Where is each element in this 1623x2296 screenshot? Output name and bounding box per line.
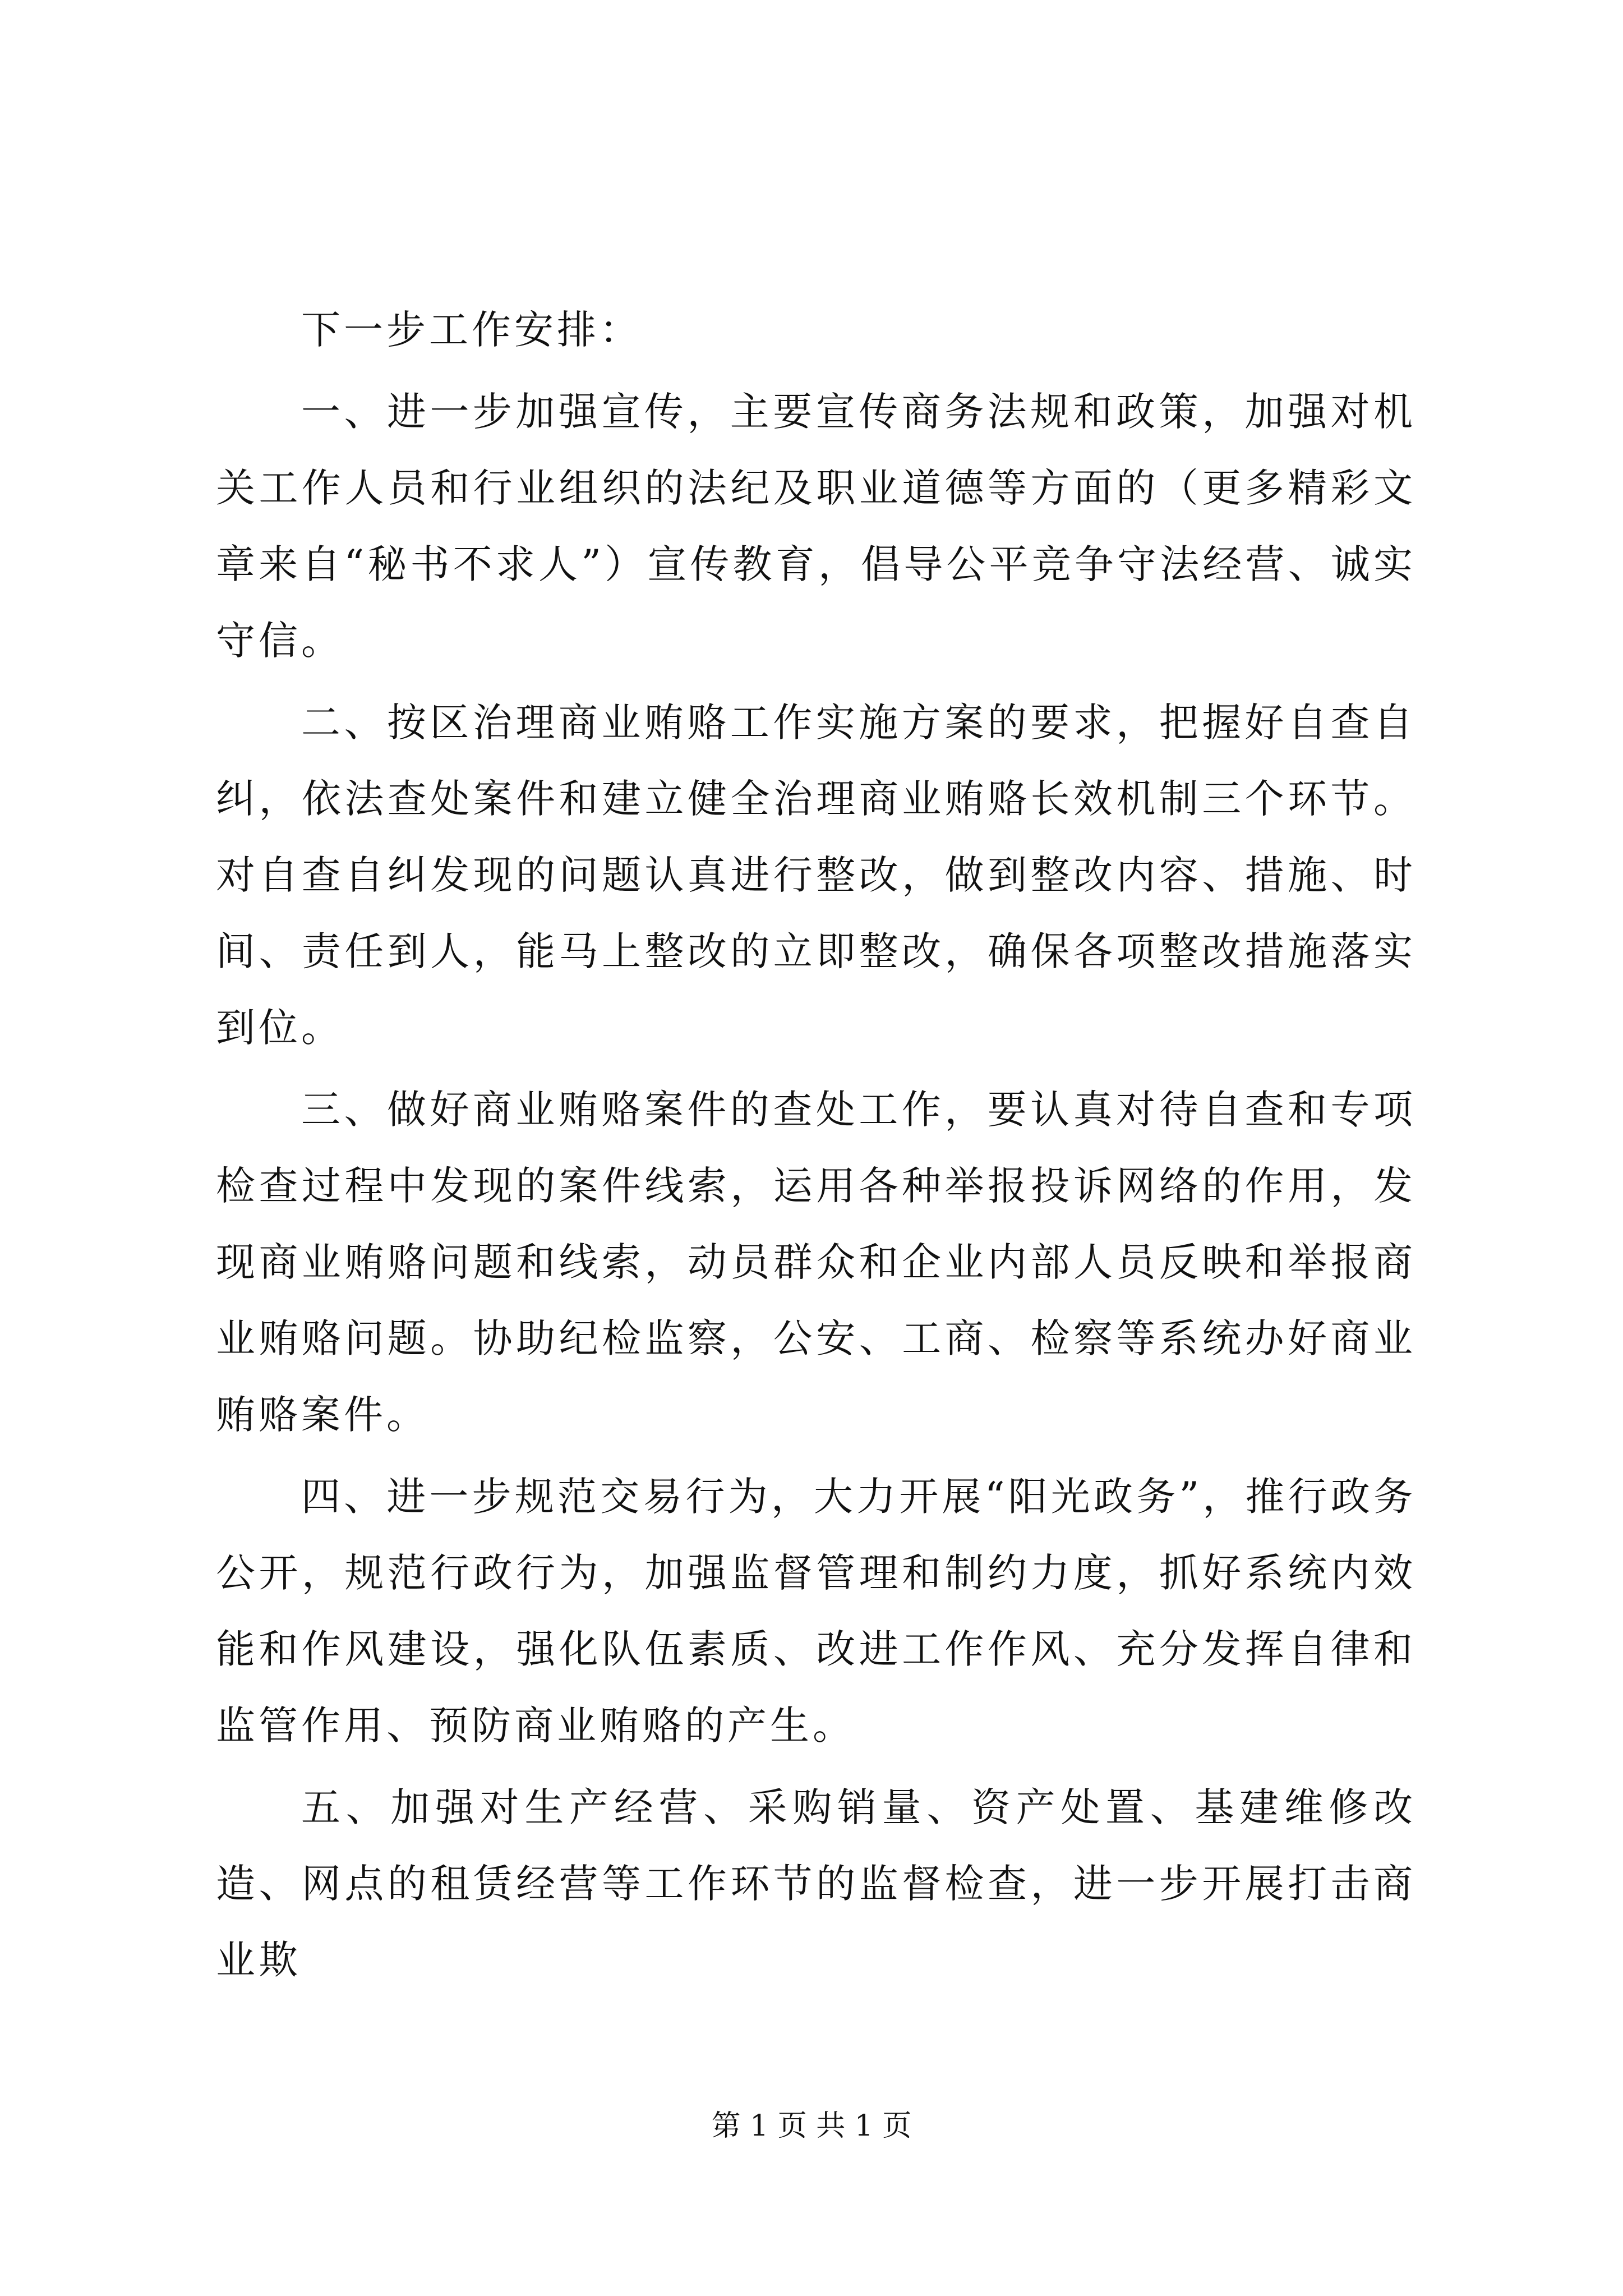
paragraph-item-5: 五、加强对生产经营、采购销量、资产处置、基建维修改造、网点的租赁经营等工作环节的监督检查，进一步开展打击商业欺: [216, 1784, 1416, 1983]
paragraph-item-4: 四、进一步规范交易行为，大力开展“阳光政务”，推行政务公开，规范行政行为，加强监督管理和制约力度，抓好系统内效能和作风建设，强化队伍素质、改进工作作风、充分发挥自律和监管作用、预防商业贿赂的产生。: [216, 1474, 1416, 1749]
document-body: [216, 292, 1416, 2004]
page-footer: 第 1 页 共 1 页: [711, 2109, 912, 2143]
paragraph-item-2: 二、按区治理商业贿赂工作实施方案的要求，把握好自查自纠，依法查处案件和建立健全治理商业贿赂长效机制三个环节。对自查自纠发现的问题认真进行整改，做到整改内容、措施、时间、责任到人，能马上整改的立即整改，确保各项整改措施落实到位。: [216, 700, 1416, 1051]
paragraph-item-3: 三、做好商业贿赂案件的查处工作，要认真对待自查和专项检查过程中发现的案件线索，运用各种举报投诉网络的作用，发现商业贿赂问题和线索，动员群众和企业内部人员反映和举报商业贿赂问题。协助纪检监察，公安、工商、检察等系统办好商业贿赂案件。: [216, 1087, 1416, 1438]
paragraph-heading: 下一步工作安排：: [301, 307, 642, 353]
paragraph-item-1: 一、进一步加强宣传，主要宣传商务法规和政策，加强对机关工作人员和行业组织的法纪及职业道德等方面的（更多精彩文章来自“秘书不求人”）宣传教育，倡导公平竞争守法经营、诚实守信。: [216, 389, 1416, 664]
